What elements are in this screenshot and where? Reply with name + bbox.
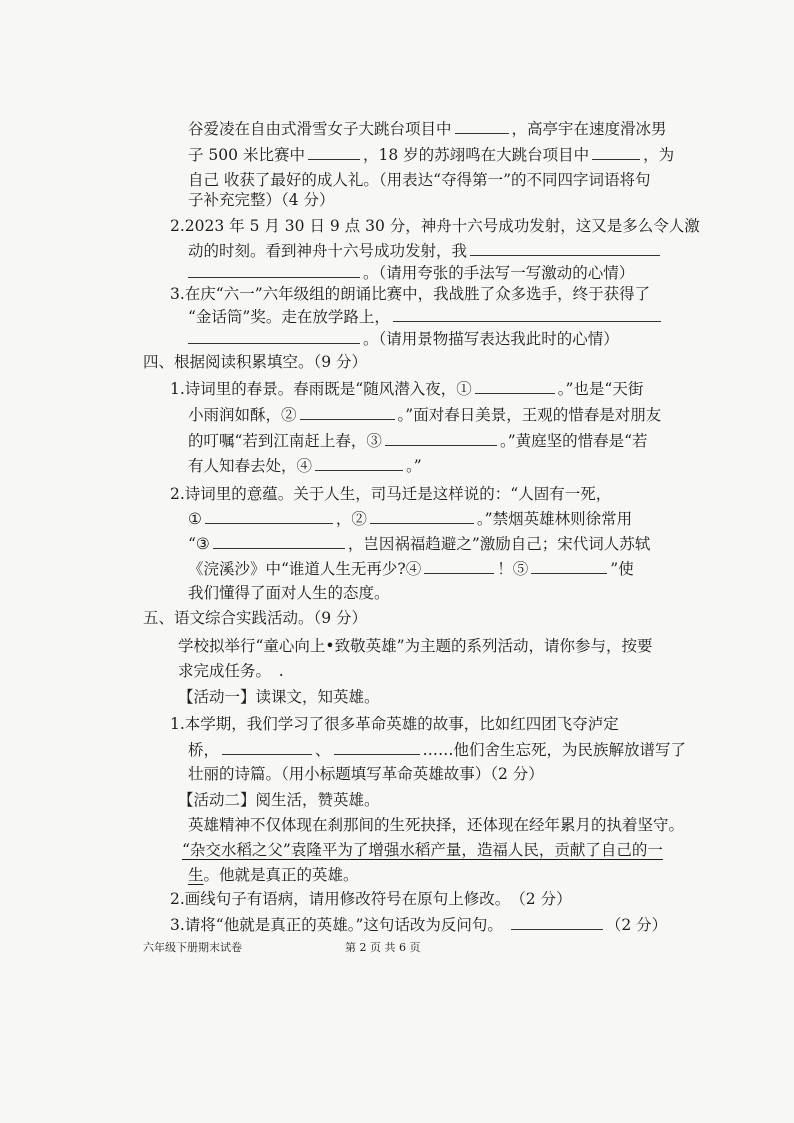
q3-2-line-2: 动的时刻。看到神舟十六号成功发射，我 bbox=[188, 240, 663, 261]
s5-q1-line-2: 桥， 、 ……他们舍生忘死，为民族解放谱写了 bbox=[188, 741, 687, 759]
s4-q2-line-3: “③ ，岂因祸福趋避之”激励自己；宋代词人苏轼 bbox=[188, 535, 651, 553]
blank-gu-ailing[interactable] bbox=[455, 118, 509, 134]
blank-rhetorical-question[interactable] bbox=[511, 914, 603, 930]
s4-q2-line-4: 《浣溪沙》中“谁道人生无再少?④ ！⑤ ”使 bbox=[188, 560, 634, 578]
s4-q2-line-5: 我们懂得了面对人生的态度。 bbox=[188, 584, 390, 602]
s4-q2-line-1: 2.诗词里的意蕴。关于人生，司马迁是这样说的：“人固有一死， bbox=[170, 485, 612, 503]
answer-line-scenery-a[interactable] bbox=[393, 306, 661, 322]
q3-1-line-3: 自己 收获了最好的成人礼。（用表达“夺得第一”的不同四字词语将句 bbox=[188, 171, 651, 189]
blank-s4-q2-5[interactable] bbox=[531, 558, 607, 574]
blank-s4-q2-4[interactable] bbox=[424, 558, 494, 574]
blank-s4-q2-1[interactable] bbox=[205, 508, 333, 524]
s5-passage-line-3: 生。他就是真正的英雄。 bbox=[188, 866, 359, 884]
faulty-sentence-underlined-end[interactable]: 生 bbox=[188, 866, 204, 884]
q3-2-line-3: 。（请用夸张的手法写一写激动的心情） bbox=[188, 262, 634, 283]
q3-3-line-2: “金话筒”奖。走在放学路上， bbox=[188, 306, 664, 327]
section-5-title: 五、语文综合实践活动。（9 分） bbox=[143, 609, 368, 627]
activity-2-heading: 【活动二】阅生活，赞英雄。 bbox=[178, 791, 380, 809]
s5-passage-line-1: 英雄精神不仅体现在刹那间的生死抉择，还体现在经年累月的执着坚守。 bbox=[188, 816, 685, 834]
q3-1-line-4: 子补充完整）（4 分） bbox=[188, 191, 335, 209]
q3-2-line-1: 2.2023 年 5 月 30 日 9 点 30 分，神舟十六号成功发射，这又是多么令人激 bbox=[170, 217, 700, 235]
blank-gao-tingyu[interactable] bbox=[308, 144, 360, 160]
q3-1-line-1: 谷爱凌在自由式滑雪女子大跳台项目中 ，高亭宇在速度滑冰男 bbox=[188, 120, 667, 138]
faulty-sentence-underlined[interactable]: “杂交水稻之父”袁隆平为了增强水稻产量，造福人民，贡献了自己的一 bbox=[182, 841, 663, 859]
answer-line-scenery-b[interactable] bbox=[188, 328, 360, 344]
blank-s4-q1-4[interactable] bbox=[315, 455, 403, 471]
q3-3-line-3: 。（请用景物描写表达我此时的心情） bbox=[188, 328, 619, 349]
answer-line-shenzhou-a[interactable] bbox=[470, 240, 660, 256]
blank-s4-q1-2[interactable] bbox=[300, 404, 395, 420]
s5-intro-line-1: 学校拟举行“童心向上•致敬英雄”为主题的系列活动，请你参与，按要 bbox=[178, 637, 653, 655]
s5-q1-line-1: 1.本学期，我们学习了很多革命英雄的故事，比如红四团飞夺泸定 bbox=[170, 715, 619, 733]
blank-s4-q1-3[interactable] bbox=[385, 430, 497, 446]
blank-s4-q2-3[interactable] bbox=[213, 533, 345, 549]
blank-s4-q1-1[interactable] bbox=[475, 378, 555, 394]
blank-hero-story-1[interactable] bbox=[222, 739, 312, 755]
section-4-title: 四、根据阅读积累填空。（9 分） bbox=[143, 353, 368, 371]
s4-q1-line-1: 1.诗词里的春景。春雨既是“随风潜入夜，① 。”也是“天街 bbox=[170, 380, 644, 398]
s4-q1-line-2: 小雨润如酥，② 。”面对春日美景，王观的惜春是对朋友 bbox=[188, 406, 662, 424]
s5-q1-line-3: 壮丽的诗篇。（用小标题填写革命英雄故事）（2 分） bbox=[188, 765, 544, 783]
q3-3-line-1: 3.在庆“六一”六年级组的朗诵比赛中，我战胜了众多选手，终于获得了 bbox=[170, 285, 651, 303]
s5-intro-line-2: 求完成任务。 . bbox=[178, 662, 284, 680]
footer-page-number: 第 2 页 共 6 页 bbox=[345, 941, 421, 954]
q3-1-line-2: 子 500 米比赛中 ，18 岁的苏翊鸣在大跳台项目中 ，为 bbox=[188, 146, 675, 164]
blank-su-yiming[interactable] bbox=[592, 144, 640, 160]
s5-q2: 2.画线句子有语病，请用修改符号在原句上修改。 （2 分） bbox=[170, 890, 572, 908]
footer-exam-name: 六年级下册期末试卷 bbox=[143, 941, 242, 954]
s5-passage-line-2 bbox=[182, 840, 663, 860]
s4-q1-line-4: 有人知春去处，④ 。” bbox=[188, 457, 422, 475]
answer-line-shenzhou-b[interactable] bbox=[188, 262, 360, 278]
blank-s4-q2-2[interactable] bbox=[370, 508, 474, 524]
s5-q3: 3.请将“他就是真正的英雄。”这句话改为反问句。 （2 分） bbox=[170, 916, 668, 934]
activity-1-heading: 【活动一】读课文，知英雄。 bbox=[178, 688, 380, 706]
blank-hero-story-2[interactable] bbox=[334, 739, 420, 755]
s4-q2-line-2: ① ，② 。”禁烟英雄林则徐常用 bbox=[188, 510, 633, 528]
s4-q1-line-3: 的叮嘱“若到江南赶上春，③ 。”黄庭坚的惜春是“若 bbox=[188, 432, 648, 450]
